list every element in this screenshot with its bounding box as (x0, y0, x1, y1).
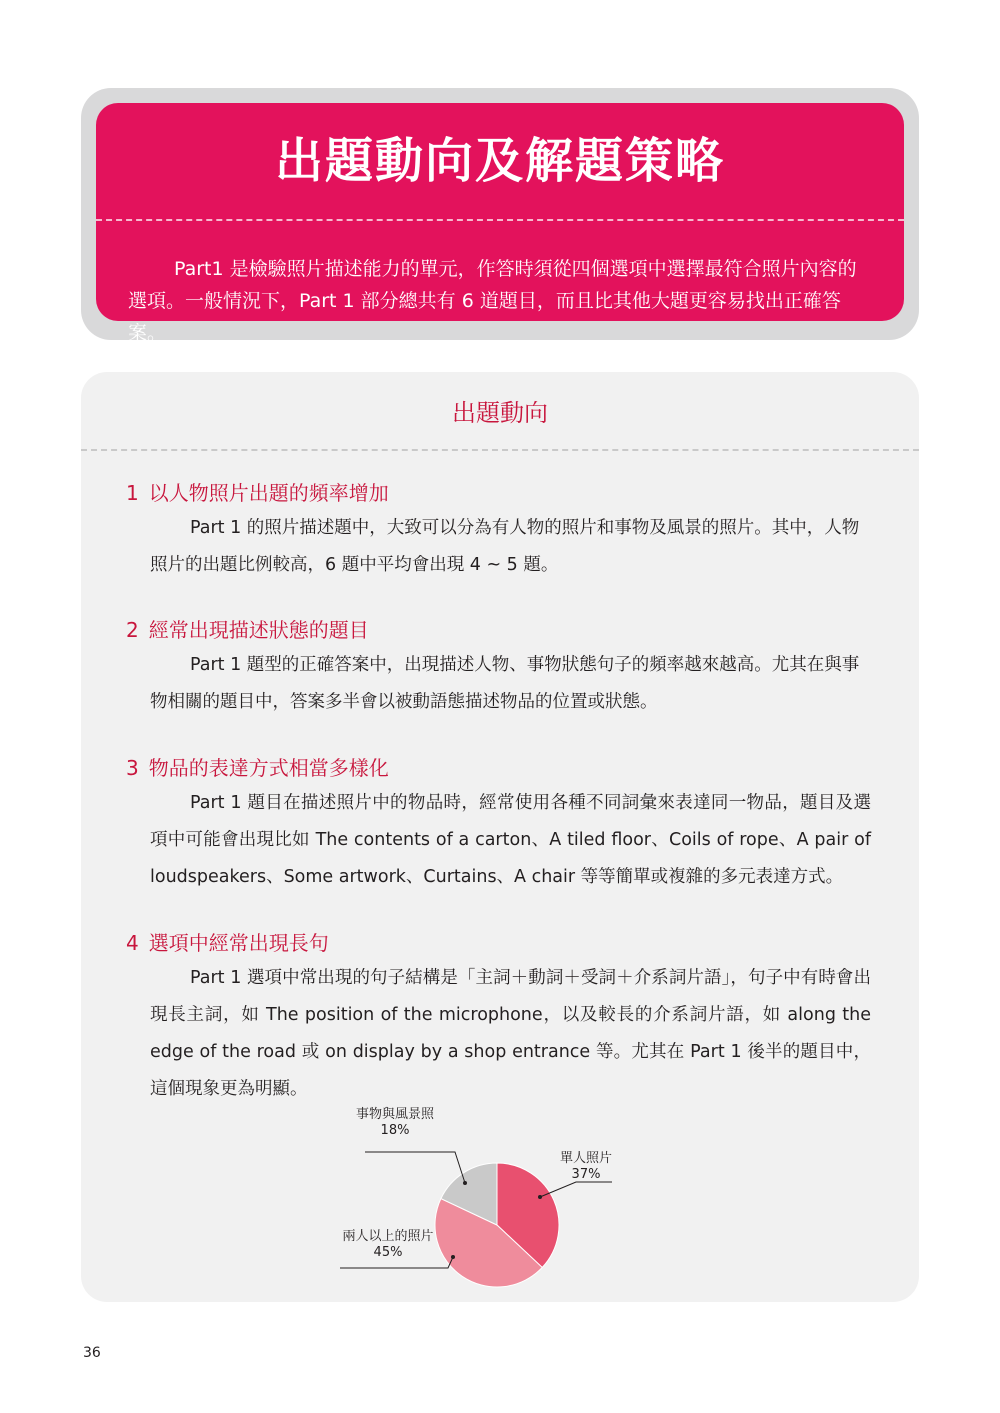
pie-slice-label: 兩人以上的照片 (342, 1229, 434, 1244)
pie-slice-label: 事物與風景照 (355, 1107, 435, 1122)
section-body: Part 1 題目在描述照片中的物品時，經常使用各種不同詞彙來表達同一物品，題目及選項中可能會出現比如 The contents of a carton、A tiled floor、Coils of rope、A pair of loudspeakers、Some artwork、Curtains、A chair 等等簡單或複雜的多元表達方式。 (150, 793, 871, 887)
pie-slice-value: 37% (571, 1167, 601, 1182)
section-3 (126, 753, 871, 896)
panel-title: 出題動向 (452, 399, 548, 427)
header-intro: Part1 是檢驗照片描述能力的單元，作答時須從四個選項中選擇最符合照片內容的選項。一般情況下，Part 1 部分總共有 6 道題目，而且比其他大題更容易找出正確答案。 (128, 258, 857, 344)
section-number: 2 (126, 618, 139, 642)
pie-chart (300, 1100, 700, 1300)
section-heading (126, 615, 871, 645)
header-box (96, 103, 904, 344)
pie-slice-value: 18% (380, 1123, 410, 1138)
section-body: Part 1 選項中常出現的句子結構是「主詞＋動詞＋受詞＋介系詞片語」，句子中有時會出現長主詞，如 The position of the microphone，以及較長的介系詞片語，如 along the edge of the road 或 on display by a shop entrance 等。尤其在 Part 1 後半的題目中，這個現象更為明顯。 (150, 968, 871, 1099)
section-2 (126, 615, 871, 721)
section-body: Part 1 的照片描述題中，大致可以分為有人物的照片和事物及風景的照片。其中，人物照片的出題比例較高，6 題中平均會出現 4 ~ 5 題。 (150, 518, 860, 575)
section-number: 4 (126, 931, 139, 955)
section-heading (126, 478, 871, 508)
pie-leader-dot (451, 1255, 455, 1259)
section-heading (126, 753, 871, 783)
section-title: 經常出現描述狀態的題目 (148, 618, 369, 642)
section-4 (126, 928, 871, 1108)
section-title: 以人物照片出題的頻率增加 (148, 481, 389, 505)
pie-leader-dot (538, 1195, 542, 1199)
header-divider (96, 219, 904, 221)
page-number: 36 (83, 1345, 101, 1361)
section-title: 選項中經常出現長句 (148, 931, 329, 955)
section-body: Part 1 題型的正確答案中，出現描述人物、事物狀態句子的頻率越來越高。尤其在與事物相關的題目中，答案多半會以被動語態描述物品的位置或狀態。 (150, 655, 860, 712)
section-number: 1 (126, 481, 139, 505)
pie-slice-value: 45% (373, 1245, 403, 1260)
page-title: 出題動向及解題策略 (274, 133, 725, 189)
pie-chart-svg (300, 1100, 700, 1300)
section-1 (126, 478, 871, 584)
panel-divider (81, 449, 919, 451)
section-title: 物品的表達方式相當多樣化 (148, 756, 389, 780)
pie-leader-line (365, 1152, 465, 1183)
section-heading (126, 928, 871, 958)
pie-leader-dot (463, 1181, 467, 1185)
pie-slice-label: 單人照片 (559, 1151, 613, 1166)
section-number: 3 (126, 756, 139, 780)
